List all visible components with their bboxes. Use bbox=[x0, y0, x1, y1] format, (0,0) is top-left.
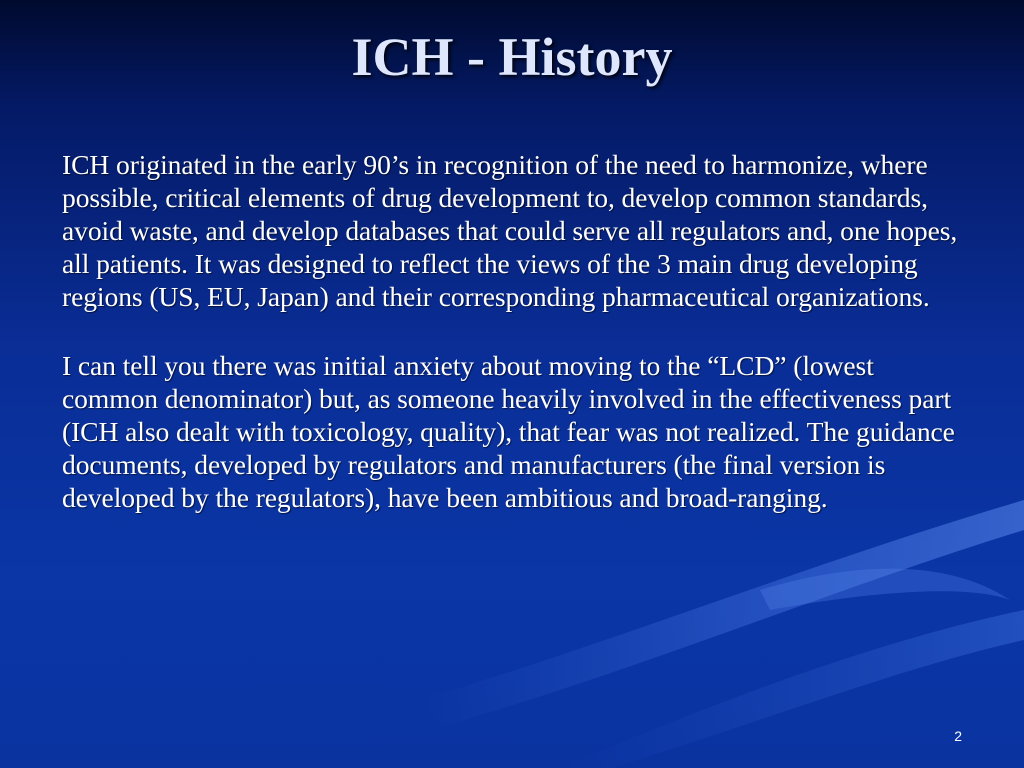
body-paragraph-experience: I can tell you there was initial anxiety about moving to the “LCD” (lowest common denominator) but, as someone heavily involved in the effectiveness part (ICH also dealt with toxicology, quality), that fear was not realized. The guidance documents, developed by regulators and manufacturers (the final version is developed by the regulators), have been ambitious and broad-ranging. bbox=[62, 350, 955, 513]
slide-title: ICH - History bbox=[351, 27, 673, 87]
page-number: 2 bbox=[954, 728, 962, 744]
body-paragraph-history: ICH originated in the early 90’s in recognition of the need to harmonize, where possible, critical elements of drug development to, develop common standards, avoid waste, and develop databases that could serve all regulators and, one hopes, all patients. It was designed to reflect the views of the 3 main drug developing regions (US, EU, Japan) and their corresponding pharmaceutical organizations. bbox=[62, 149, 958, 312]
slide-body bbox=[62, 148, 962, 514]
